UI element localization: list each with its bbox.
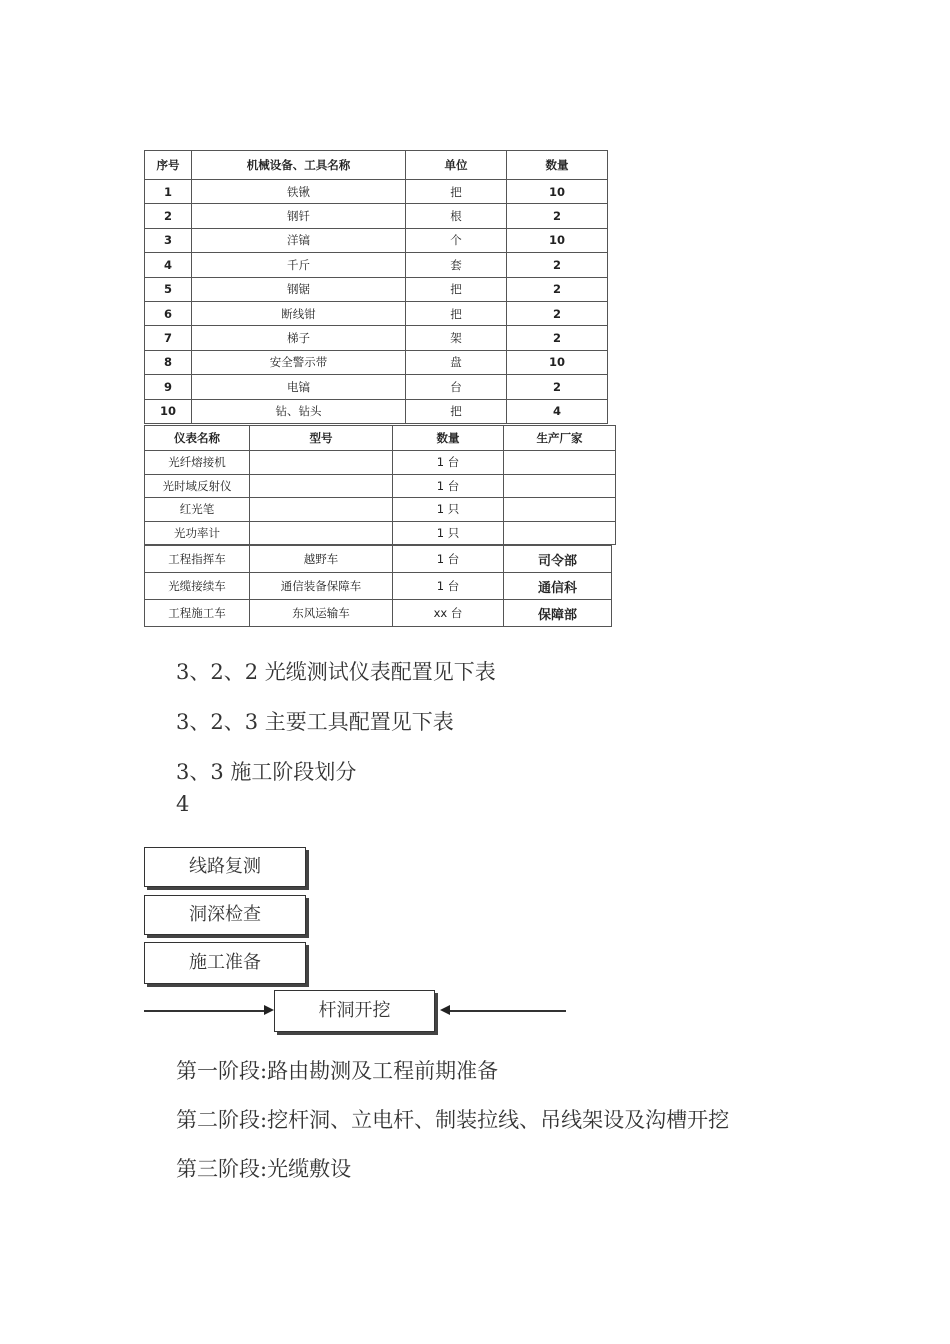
cell-qty: 1 只	[393, 498, 504, 522]
heading-3-3: 3、3 施工阶段划分	[176, 760, 357, 784]
cell-unit: 把	[406, 277, 507, 301]
cell-model: 越野车	[250, 546, 393, 573]
cell-qty: 1 台	[393, 573, 504, 600]
cell-qty: 2	[507, 375, 608, 399]
cell-unit: 台	[406, 375, 507, 399]
cell-instrument: 光功率计	[145, 521, 250, 545]
cell-index: 5	[145, 277, 192, 301]
header-cell: 序号	[145, 151, 192, 180]
table-row	[145, 573, 612, 600]
cell-unit: 个	[406, 228, 507, 252]
cell-unit: 盘	[406, 350, 507, 374]
table-row	[145, 546, 612, 573]
cell-model	[250, 474, 393, 498]
cell-vehicle: 光缆接续车	[145, 573, 250, 600]
cell-unit: 把	[406, 399, 507, 423]
table-row	[145, 498, 616, 522]
cell-qty: 10	[507, 228, 608, 252]
cell-dept: 司令部	[504, 546, 612, 573]
cell-qty: xx 台	[393, 600, 504, 627]
cell-unit: 架	[406, 326, 507, 350]
arrow-left-line	[144, 1010, 266, 1012]
table-row	[145, 399, 608, 423]
cell-vehicle: 工程施工车	[145, 600, 250, 627]
cell-name: 铁锹	[192, 180, 406, 204]
cell-index: 2	[145, 204, 192, 228]
header-cell: 数量	[507, 151, 608, 180]
cell-name: 电镐	[192, 375, 406, 399]
cell-maker	[504, 498, 616, 522]
table-row	[145, 521, 616, 545]
flow-box-depth-check: 洞深检查	[144, 895, 306, 935]
cell-qty: 2	[507, 204, 608, 228]
table-header-row	[145, 426, 616, 451]
heading-3-2-2: 3、2、2 光缆测试仪表配置见下表	[176, 660, 496, 684]
table-row	[145, 350, 608, 374]
table-row	[145, 326, 608, 350]
cell-model: 通信装备保障车	[250, 573, 393, 600]
flow-box-pole-hole-digging: 杆洞开挖	[274, 990, 435, 1032]
cell-vehicle: 工程指挥车	[145, 546, 250, 573]
arrow-left-icon	[440, 1005, 450, 1015]
stage-three: 第三阶段:光缆敷设	[176, 1157, 352, 1181]
header-cell: 型号	[250, 426, 393, 451]
table-row	[145, 451, 616, 475]
cell-unit: 根	[406, 204, 507, 228]
header-cell: 仪表名称	[145, 426, 250, 451]
cell-name: 钻、钻头	[192, 399, 406, 423]
arrow-right-line	[450, 1010, 566, 1012]
header-cell: 机械设备、工具名称	[192, 151, 406, 180]
header-cell: 生产厂家	[504, 426, 616, 451]
cell-name: 千斤	[192, 253, 406, 277]
table-row	[145, 253, 608, 277]
tools-table	[144, 150, 608, 424]
vehicles-table	[144, 545, 612, 627]
cell-model: 东风运输车	[250, 600, 393, 627]
cell-instrument: 光纤熔接机	[145, 451, 250, 475]
table-header-row	[145, 151, 608, 180]
cell-qty: 2	[507, 301, 608, 325]
cell-index: 8	[145, 350, 192, 374]
cell-unit: 套	[406, 253, 507, 277]
cell-qty: 2	[507, 277, 608, 301]
cell-dept: 通信科	[504, 573, 612, 600]
table-row	[145, 277, 608, 301]
cell-model	[250, 498, 393, 522]
cell-name: 安全警示带	[192, 350, 406, 374]
cell-index: 6	[145, 301, 192, 325]
cell-index: 7	[145, 326, 192, 350]
cell-qty: 4	[507, 399, 608, 423]
cell-unit: 把	[406, 180, 507, 204]
cell-name: 钢锯	[192, 277, 406, 301]
cell-index: 1	[145, 180, 192, 204]
cell-qty: 10	[507, 350, 608, 374]
cell-qty: 1 台	[393, 474, 504, 498]
stage-two: 第二阶段:挖杆洞、立电杆、制装拉线、吊线架设及沟槽开挖	[176, 1108, 730, 1132]
table-row	[145, 375, 608, 399]
cell-qty: 2	[507, 253, 608, 277]
cell-unit: 把	[406, 301, 507, 325]
cell-index: 10	[145, 399, 192, 423]
cell-maker	[504, 521, 616, 545]
cell-model	[250, 521, 393, 545]
cell-qty: 1 只	[393, 521, 504, 545]
cell-name: 洋镐	[192, 228, 406, 252]
table-row	[145, 474, 616, 498]
cell-qty: 2	[507, 326, 608, 350]
cell-maker	[504, 451, 616, 475]
table-row	[145, 600, 612, 627]
cell-name: 断线钳	[192, 301, 406, 325]
cell-index: 3	[145, 228, 192, 252]
heading-3-2-3: 3、2、3 主要工具配置见下表	[176, 710, 454, 734]
cell-name: 梯子	[192, 326, 406, 350]
cell-instrument: 光时域反射仪	[145, 474, 250, 498]
cell-instrument: 红光笔	[145, 498, 250, 522]
cell-name: 钢钎	[192, 204, 406, 228]
cell-qty: 10	[507, 180, 608, 204]
header-cell: 单位	[406, 151, 507, 180]
table-row	[145, 301, 608, 325]
cell-dept: 保障部	[504, 600, 612, 627]
stage-one: 第一阶段:路由勘测及工程前期准备	[176, 1059, 499, 1083]
table-row	[145, 228, 608, 252]
flow-box-line-survey: 线路复测	[144, 847, 306, 887]
cell-index: 4	[145, 253, 192, 277]
heading-4: 4	[176, 792, 190, 816]
flow-box-construction-prep: 施工准备	[144, 942, 306, 984]
arrow-right-icon	[264, 1005, 274, 1015]
cell-qty: 1 台	[393, 546, 504, 573]
cell-qty: 1 台	[393, 451, 504, 475]
table-row	[145, 180, 608, 204]
cell-index: 9	[145, 375, 192, 399]
header-cell: 数量	[393, 426, 504, 451]
instruments-table	[144, 425, 616, 545]
cell-maker	[504, 474, 616, 498]
cell-model	[250, 451, 393, 475]
table-row	[145, 204, 608, 228]
